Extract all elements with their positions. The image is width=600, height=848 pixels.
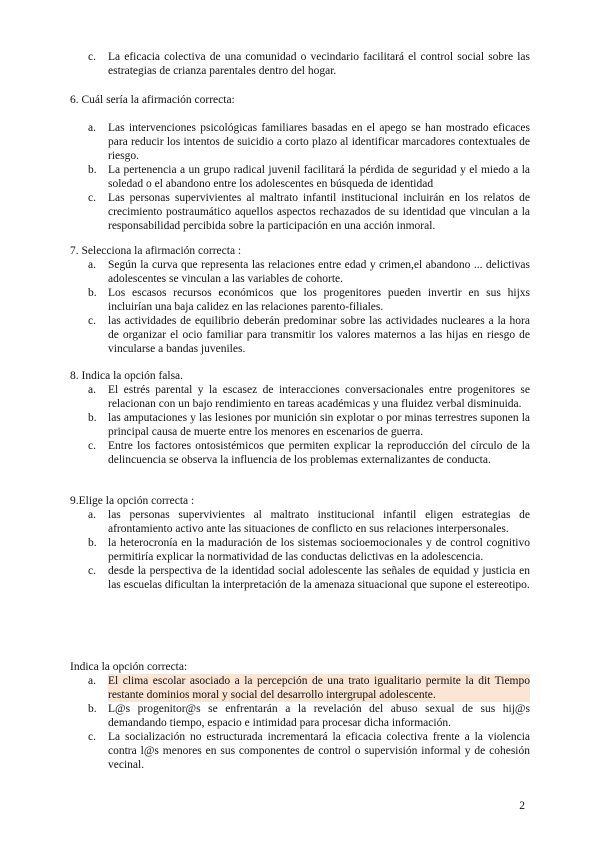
option-marker: c.	[88, 192, 96, 204]
option-9a	[70, 508, 530, 536]
option-marker: c.	[88, 731, 96, 743]
question-10-stem: Indica la opción correcta:	[70, 661, 188, 673]
option-5c	[70, 50, 530, 78]
question-6-stem: 6. Cuál sería la afirmación correcta:	[70, 94, 235, 106]
option-10b	[70, 702, 530, 730]
option-text: Entre los factores ontosistémicos que permiten explicar la reproducción del círculo de la delincuencia se observa la influencia de los problemas externalizantes de conducta.	[108, 440, 530, 466]
option-text: desde la perspectiva de la identidad social adolescente las señales de equidad y justicia en las escuelas dificultan la interpretación de la amenaza situacional que supone el estereotipo.	[108, 565, 530, 591]
option-marker: a.	[88, 384, 96, 396]
option-text: las actividades de equilibrio deberán predominar sobre las actividades nucleares a la hora de organizar el ocio familiar para transmitir los valores maternos a las hijas en riesgo de vincularse a bandas juveniles.	[108, 315, 530, 355]
option-text: La socialización no estructurada incrementará la eficacia colectiva frente a la violencia contra l@s menores en sus componentes de control o supervisión informal y de cohesión vecinal.	[108, 731, 530, 771]
question-6	[70, 93, 530, 233]
option-9b	[70, 536, 530, 564]
question-8-stem: 8. Indica la opción falsa.	[70, 370, 184, 382]
question-9	[70, 494, 530, 592]
question-8	[70, 369, 530, 467]
option-marker: a.	[88, 675, 96, 687]
option-text: la heterocronía en la maduración de los sistemas socioemocionales y de control cognitivo permitiría explicar la normatividad de las conductas delictivas en la adolescencia.	[108, 537, 530, 563]
option-text: La pertenencia a un grupo radical juvenil facilitará la pérdida de seguridad y el miedo a la soledad o el abandono entre los adolescentes en búsqueda de identidad	[108, 164, 530, 190]
option-9c	[70, 564, 530, 592]
option-marker: c.	[88, 315, 96, 327]
question-7	[70, 244, 530, 356]
option-text: Las personas supervivientes al maltrato infantil institucional incluirán en los relatos de crecimiento postraumático aquellos aspectos rechazados de su identidad que vinculan a la responsabilidad percibida sobre la participación en una acción inmoral.	[108, 192, 530, 232]
option-text: El estrés parental y la escasez de interacciones conversacionales entre progenitores se relacionan con un bajo rendimiento en tareas académicas y una fluidez verbal disminuida.	[108, 384, 530, 410]
option-marker: c.	[88, 440, 96, 452]
question-9-stem: 9.Elige la opción correcta :	[70, 495, 195, 507]
option-marker: b.	[88, 703, 97, 715]
option-marker: b.	[88, 164, 97, 176]
option-7a	[70, 258, 530, 286]
option-text: L@s progenitor@s se enfrentarán a la revelación del abuso sexual de sus hij@s demandando tiempo, espacio e intimidad para procesar dicha información.	[108, 703, 530, 729]
option-marker: a.	[88, 509, 96, 521]
option-6a	[70, 121, 530, 163]
option-marker: b.	[88, 412, 97, 424]
option-marker: b.	[88, 287, 97, 299]
page-number: 2	[519, 800, 525, 812]
option-text: Las intervenciones psicológicas familiares basadas en el apego se han mostrado eficaces para reducir los intentos de suicidio a corto plazo al identificar marcadores contextuales de riesgo.	[108, 122, 530, 162]
option-10a	[70, 674, 530, 702]
question-5-continuation	[70, 50, 530, 78]
option-7c	[70, 314, 530, 356]
option-marker: a.	[88, 259, 96, 271]
option-marker: c.	[88, 51, 96, 63]
option-6c	[70, 191, 530, 233]
question-7-stem: 7. Selecciona la afirmación correcta :	[70, 245, 242, 257]
option-8a	[70, 383, 530, 411]
option-6b	[70, 163, 530, 191]
option-marker: c.	[88, 565, 96, 577]
highlighted-option-text: El clima escolar asociado a la percepción de una trato igualitario permite la dit Tiempo restante dominios moral y social del desarrollo intergrupal adolescente.	[108, 675, 530, 701]
question-10	[70, 660, 530, 772]
option-marker: a.	[88, 122, 96, 134]
option-text: Según la curva que representa las relaciones entre edad y crimen,el abandono ... delictivas adolescentes se vinculan a las variables de cohorte.	[108, 259, 530, 285]
option-7b	[70, 286, 530, 314]
option-text: Los escasos recursos económicos que los progenitores pueden invertir en sus hijxs incluirían una baja calidez en las relaciones parento-filiales.	[108, 287, 530, 313]
option-text: las amputaciones y las lesiones por munición sin explotar o por minas terrestres suponen la principal causa de muerte entre los menores en escenarios de guerra.	[108, 412, 530, 438]
option-8c	[70, 439, 530, 467]
option-text: La eficacia colectiva de una comunidad o vecindario facilitará el control social sobre las estrategias de crianza parentales dentro del hogar.	[108, 51, 530, 77]
option-8b	[70, 411, 530, 439]
option-marker: b.	[88, 537, 97, 549]
option-10c	[70, 730, 530, 772]
option-text: las personas supervivientes al maltrato institucional infantil eligen estrategias de afrontamiento activo ante las situaciones de conflicto en sus relaciones interpersonales.	[108, 509, 530, 535]
